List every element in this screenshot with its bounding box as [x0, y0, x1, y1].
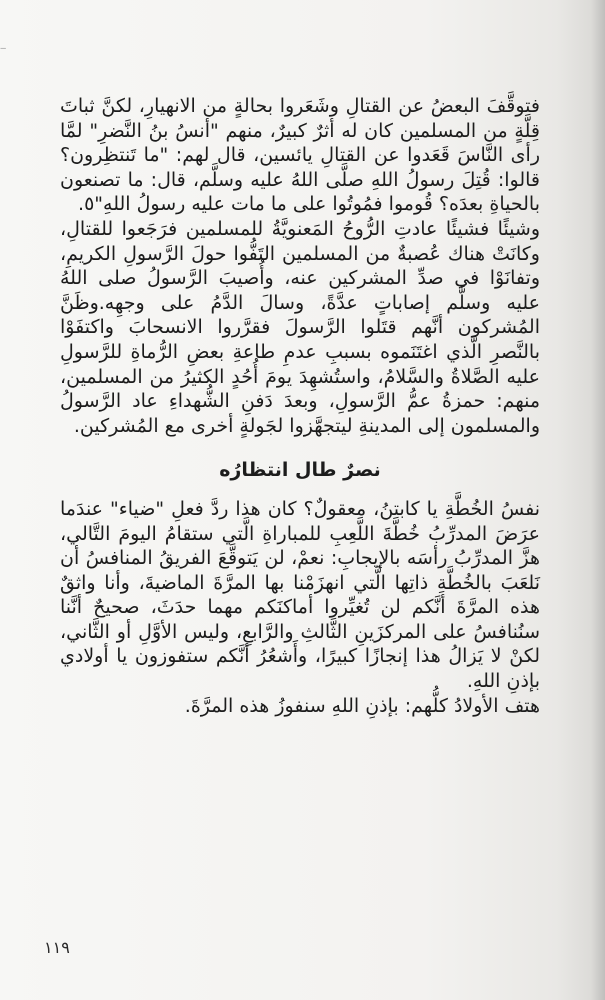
section-heading: نصرٌ طال انتظارُه: [219, 459, 381, 482]
paragraph-boys-cheer: هتف الأولادُ كلُّهم: بإذنِ اللهِ سنفوزُ هذه المرَّةَ.: [184, 694, 540, 717]
page-body: [60, 94, 540, 718]
paragraph-coach-plan: نفسُ الخُطَّةِ يا كابتنُ، معقولٌ؟ كان هذا ردَّ فعلِ "ضياء" عندَما عرَضَ المدرِّبُ خُطَّةَ اللَّعِبِ للمباراةِ الَّتي ستقامُ اليومَ التَّالي، هزَّ المدرِّبُ رأسَه بالإيجابِ: نعمْ، لن يَتوقَّعَ الفريقُ المنافسُ أن نَلعَبَ بالخُطَّةِ ذاتِها الَّتي انهزَمْنا بها المرَّةَ الماضيةَ، وأنا واثقٌ هذه المرَّةَ أنَّكم لن تُغيِّروا أماكنَكم مهما حدَثَ، صحيحٌ أنَّنا سنُنافسُ على المركزَينِ الثَّالثِ والرَّابعِ، وليس الأوَّلِ أو الثَّاني، لكنْ لا يَزالُ هذا إنجازًا كبيرًا، وأَشعُرُ أنَّكم ستفوزون يا أولادي بإذنِ اللهِ.: [60, 497, 540, 693]
page-number: ١١٩: [44, 938, 70, 957]
paragraph-anas-bin-nadr: فتوقَّفَ البعضُ عن القتالِ وشَعَروا بحالةٍ من الانهيارِ، لكنَّ ثباتَ قِلَّةٍ من المسلمين كان له أثرٌ كبيرٌ، منهم "أنسُ بنُ النَّضرِ" لمَّا رأى النَّاسَ قَعَدوا عن القتالِ يائسين، قال لهم: "ما تَنتظِرون؟ قالوا: قُتِلَ رسولُ اللهِ صلَّى اللهُ عليه وسلَّم، قال: ما تصنعون بالحياةِ بعدَه؟ قُوموا فمُوتُوا على ما مات عليه رسولُ اللهِ"٥.: [60, 95, 540, 216]
page-spine-shadow: [591, 0, 605, 1000]
paragraph-battle-uhud: وشيئًا فشيئًا عادتِ الرُّوحُ المَعنويَّةُ للمسلمين فرَجَعوا للقتالِ، وكانَتْ هناك عُصبةٌ من المسلمين التَفُّوا حولَ الرَّسولِ الكريمِ، وتفانَوْا في صدِّ المشركين عنه، وأُصيبَ الرَّسولُ صلى اللهُ عليه وسلَّم إصاباتٍ عدَّةً، وسالَ الدَّمُ على وجهِه.وظَنَّ المُشركون أنَّهم قتَلوا الرَّسولَ فقرَّروا الانسحابَ واكتفَوْا بالنَّصرِ الَّذي اغتَنَموه بسببِ عدمِ طاعةِ بعضِ الرُّماةِ للرَّسولِ عليه الصَّلاةُ والسَّلامُ، واستُشهِدَ يومَ أُحُدٍ الكثيرُ من المسلمين، منهم: حمزةُ عمُّ الرَّسولِ، وبعدَ دَفنِ الشُّهداءِ عاد الرَّسولُ والمسلمون إلى المدينةِ ليتجهَّزوا لجَولةٍ أخرى مع المُشركين.: [60, 217, 540, 437]
scan-corner-mark: ‒: [0, 43, 7, 54]
